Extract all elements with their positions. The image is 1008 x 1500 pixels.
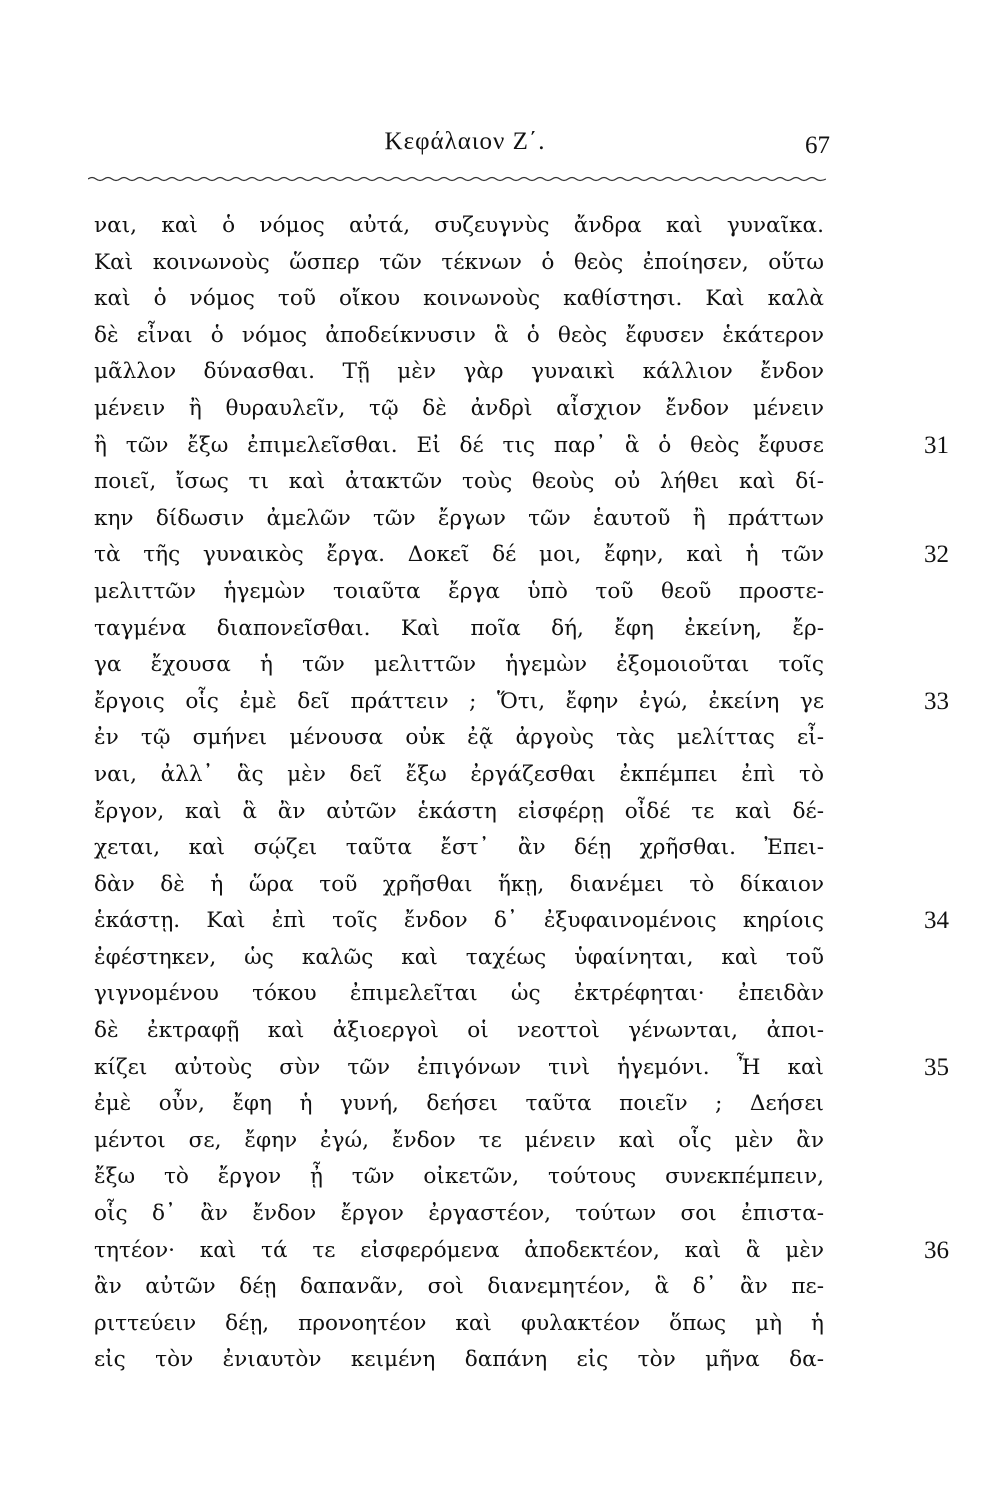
section-number: 31 [924,431,949,459]
text-line [94,1086,824,1123]
text-line [94,940,824,977]
section-number: 36 [924,1236,949,1264]
line-text: ἔξω τὸ ἔργον ᾖ τῶν οἰκετῶν, τούτους συνεκπέμπειν, [94,1164,824,1190]
section-number: 35 [924,1053,949,1081]
line-text: χεται, καὶ σῴζει ταῦτα ἔστ᾽ ἂν δέῃ χρῆσθαι. Ἐπει- [94,835,824,861]
line-text: ποιεῖ, ἴσως τι καὶ ἀτακτῶν τοὺς θεοὺς οὐ λήθει καὶ δί- [94,469,824,495]
text-line [94,318,824,355]
text-line [94,537,949,574]
chapter-title: Κεφάλαιον Ζ΄. [384,128,546,155]
line-text: ἂν αὐτῶν δέῃ δαπανᾶν, σοὶ διανεμητέον, ἃ δ᾽ ἂν πε- [94,1274,824,1300]
line-text: ναι, ἀλλ᾽ ἃς μὲν δεῖ ἔξω ἐργάζεσθαι ἐκπέμπει ἐπὶ τὸ [94,761,824,787]
text-line [94,245,824,282]
line-text: ριττεύειν δέῃ, προνοητέον καὶ φυλακτέον ὅπως μὴ ἡ [94,1310,824,1336]
running-head [100,128,830,168]
line-text: εἰς τὸν ἐνιαυτὸν κειμένη δαπάνη εἰς τὸν μῆνα δα- [94,1347,824,1373]
text-line [94,611,824,648]
decorative-wavy-rule [88,176,826,182]
line-text: ἑκάστῃ. Καὶ ἐπὶ τοῖς ἔνδον δ᾽ ἐξυφαινομένοις κηρίοις [94,908,824,934]
line-text: τητέον· καὶ τά τε εἰσφερόμενα ἀποδεκτέον, καὶ ἃ μὲν [94,1237,824,1263]
line-text: τὰ τῆς γυναικὸς ἔργα. Δοκεῖ δέ μοι, ἔφην, καὶ ἡ τῶν [94,542,824,568]
text-line [94,1159,824,1196]
line-text: ἔργον, καὶ ἃ ἂν αὐτῶν ἑκάστη εἰσφέρῃ οἶδέ τε καὶ δέ- [94,798,824,824]
line-text: μένειν ἢ θυραυλεῖν, τῷ δὲ ἀνδρὶ αἶσχιον ἔνδον μένειν [94,395,824,421]
text-line [94,1123,824,1160]
line-text: ἐμὲ οὖν, ἔφη ἡ γυνή, δεήσει ταῦτα ποιεῖν ; Δεήσει [94,1091,824,1117]
text-line [94,391,824,428]
text-line [94,428,949,465]
section-number: 34 [924,907,949,935]
line-text: ἔργοις οἷς ἐμὲ δεῖ πράττειν ; Ὅτι, ἔφην ἐγώ, ἐκείνη γε [94,688,824,714]
text-line [94,1013,824,1050]
text-line [94,647,824,684]
line-text: καὶ ὁ νόμος τοῦ οἴκου κοινωνοὺς καθίστησι. Καὶ καλὰ [94,286,824,312]
text-line [94,720,824,757]
line-text: μελιττῶν ἡγεμὼν τοιαῦτα ἔργα ὑπὸ τοῦ θεοῦ προστε- [94,578,824,604]
text-line [94,903,949,940]
text-line [94,1269,824,1306]
text-line [94,574,824,611]
text-line [94,830,824,867]
line-text: ἢ τῶν ἔξω ἐπιμελεῖσθαι. Εἰ δέ τις παρ᾽ ἃ ὁ θεὸς ἔφυσε [94,432,824,458]
text-line [94,976,824,1013]
line-text: γα ἔχουσα ἡ τῶν μελιττῶν ἡγεμὼν ἐξομοιοῦται τοῖς [94,652,824,678]
text-line [94,1233,949,1270]
section-number: 32 [924,541,949,569]
line-text: δὰν δὲ ἡ ὥρα τοῦ χρῆσθαι ἥκῃ, διανέμει τὸ δίκαιον [94,871,824,897]
line-text: ταγμένα διαπονεῖσθαι. Καὶ ποῖα δή, ἔφη ἐκείνη, ἔρ- [94,615,824,641]
line-text: μᾶλλον δύνασθαι. Τῇ μὲν γὰρ γυναικὶ κάλλιον ἔνδον [94,359,824,385]
page-number: 67 [805,132,830,159]
text-line [94,208,824,245]
text-line [94,1306,824,1343]
text-line [94,464,824,501]
line-text: ναι, καὶ ὁ νόμος αὐτά, συζευγνὺς ἄνδρα καὶ γυναῖκα. [94,213,824,238]
text-line [94,757,824,794]
text-line [94,684,949,721]
line-text: δὲ εἶναι ὁ νόμος ἀποδείκνυσιν ἃ ὁ θεὸς ἔφυσεν ἑκάτερον [94,322,824,348]
text-line [94,281,824,318]
line-text: δὲ ἐκτραφῇ καὶ ἀξιοεργοὶ οἱ νεοττοὶ γένωνται, ἀποι- [94,1018,824,1044]
line-text: κίζει αὐτοὺς σὺν τῶν ἐπιγόνων τινὶ ἡγεμόνι. Ἦ καὶ [94,1054,824,1080]
text-line [94,794,824,831]
text-line [94,1050,949,1087]
line-text: κην δίδωσιν ἀμελῶν τῶν ἔργων τῶν ἑαυτοῦ ἢ πράττων [94,505,824,531]
section-number: 33 [924,687,949,715]
line-text: ἐφέστηκεν, ὡς καλῶς καὶ ταχέως ὑφαίνηται, καὶ τοῦ [94,944,824,970]
text-line [94,1196,824,1233]
line-text: γιγνομένου τόκου ἐπιμελεῖται ὡς ἐκτρέφηται· ἐπειδὰν [94,981,824,1007]
line-text: οἷς δ᾽ ἂν ἔνδον ἔργον ἐργαστέον, τούτων σοι ἐπιστα- [94,1201,824,1227]
line-text: ἐν τῷ σμήνει μένουσα οὐκ ἐᾷ ἀργοὺς τὰς μελίττας εἶ- [94,725,824,751]
text-line [94,1342,824,1379]
text-line [94,501,824,538]
line-text: μέντοι σε, ἔφην ἐγώ, ἔνδον τε μένειν καὶ οἷς μὲν ἂν [94,1127,824,1153]
text-line [94,354,824,391]
text-line [94,867,824,904]
line-text: Καὶ κοινωνοὺς ὥσπερ τῶν τέκνων ὁ θεὸς ἐποίησεν, οὕτω [94,249,824,275]
body-text [94,208,949,1379]
